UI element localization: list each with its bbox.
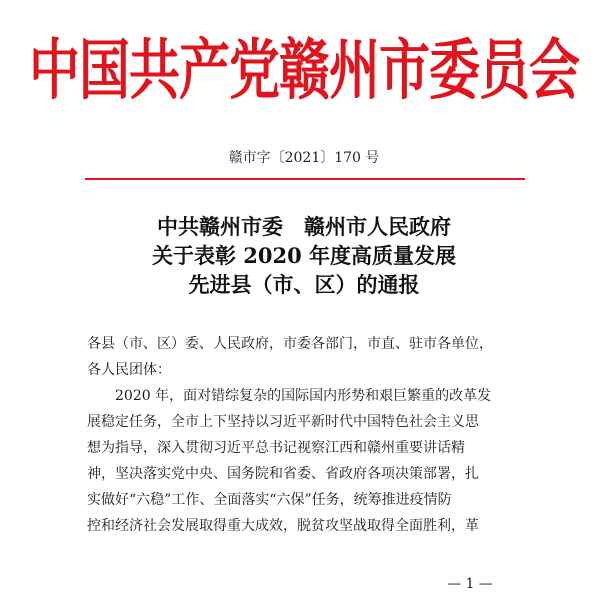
body-line: 控和经济社会发展取得重大成效，脱贫攻坚战取得全面胜利，革	[87, 518, 479, 534]
document-number: 赣市字〔2021〕170 号	[228, 150, 380, 166]
red-divider-line	[85, 178, 525, 180]
body-line: 2020 年，面对错综复杂的国际国内形势和艰巨繁重的改革发	[115, 388, 492, 404]
page-number: — 1 —	[447, 576, 493, 592]
title-line-1: 中共赣州市委 赣州市人民政府	[157, 214, 451, 239]
body-line: 展稳定任务，全市上下坚持以习近平新时代中国特色社会主义思	[87, 414, 479, 430]
document-title	[0, 212, 608, 299]
body-line: 实做好“六稳”工作、全面落实“六保”任务，统筹推进疫情防	[87, 492, 452, 508]
body-line: 神，坚决落实党中央、国务院和省委、省政府各项决策部署，扎	[87, 466, 479, 482]
body-line: 各县（市、区）委、人民政府，市委各部门，市直、驻市各单位，	[87, 336, 493, 352]
title-line-2: 关于表彰 2020 年度高质量发展	[151, 243, 457, 268]
title-line-3: 先进县（市、区）的通报	[188, 272, 420, 297]
body-line: 想为指导，深入贯彻习近平总书记视察江西和赣州重要讲话精	[87, 440, 465, 456]
document-body	[87, 331, 524, 539]
body-line: 各人民团体：	[87, 362, 171, 378]
masthead-title: 中国共产党赣州市委员会	[28, 33, 579, 110]
